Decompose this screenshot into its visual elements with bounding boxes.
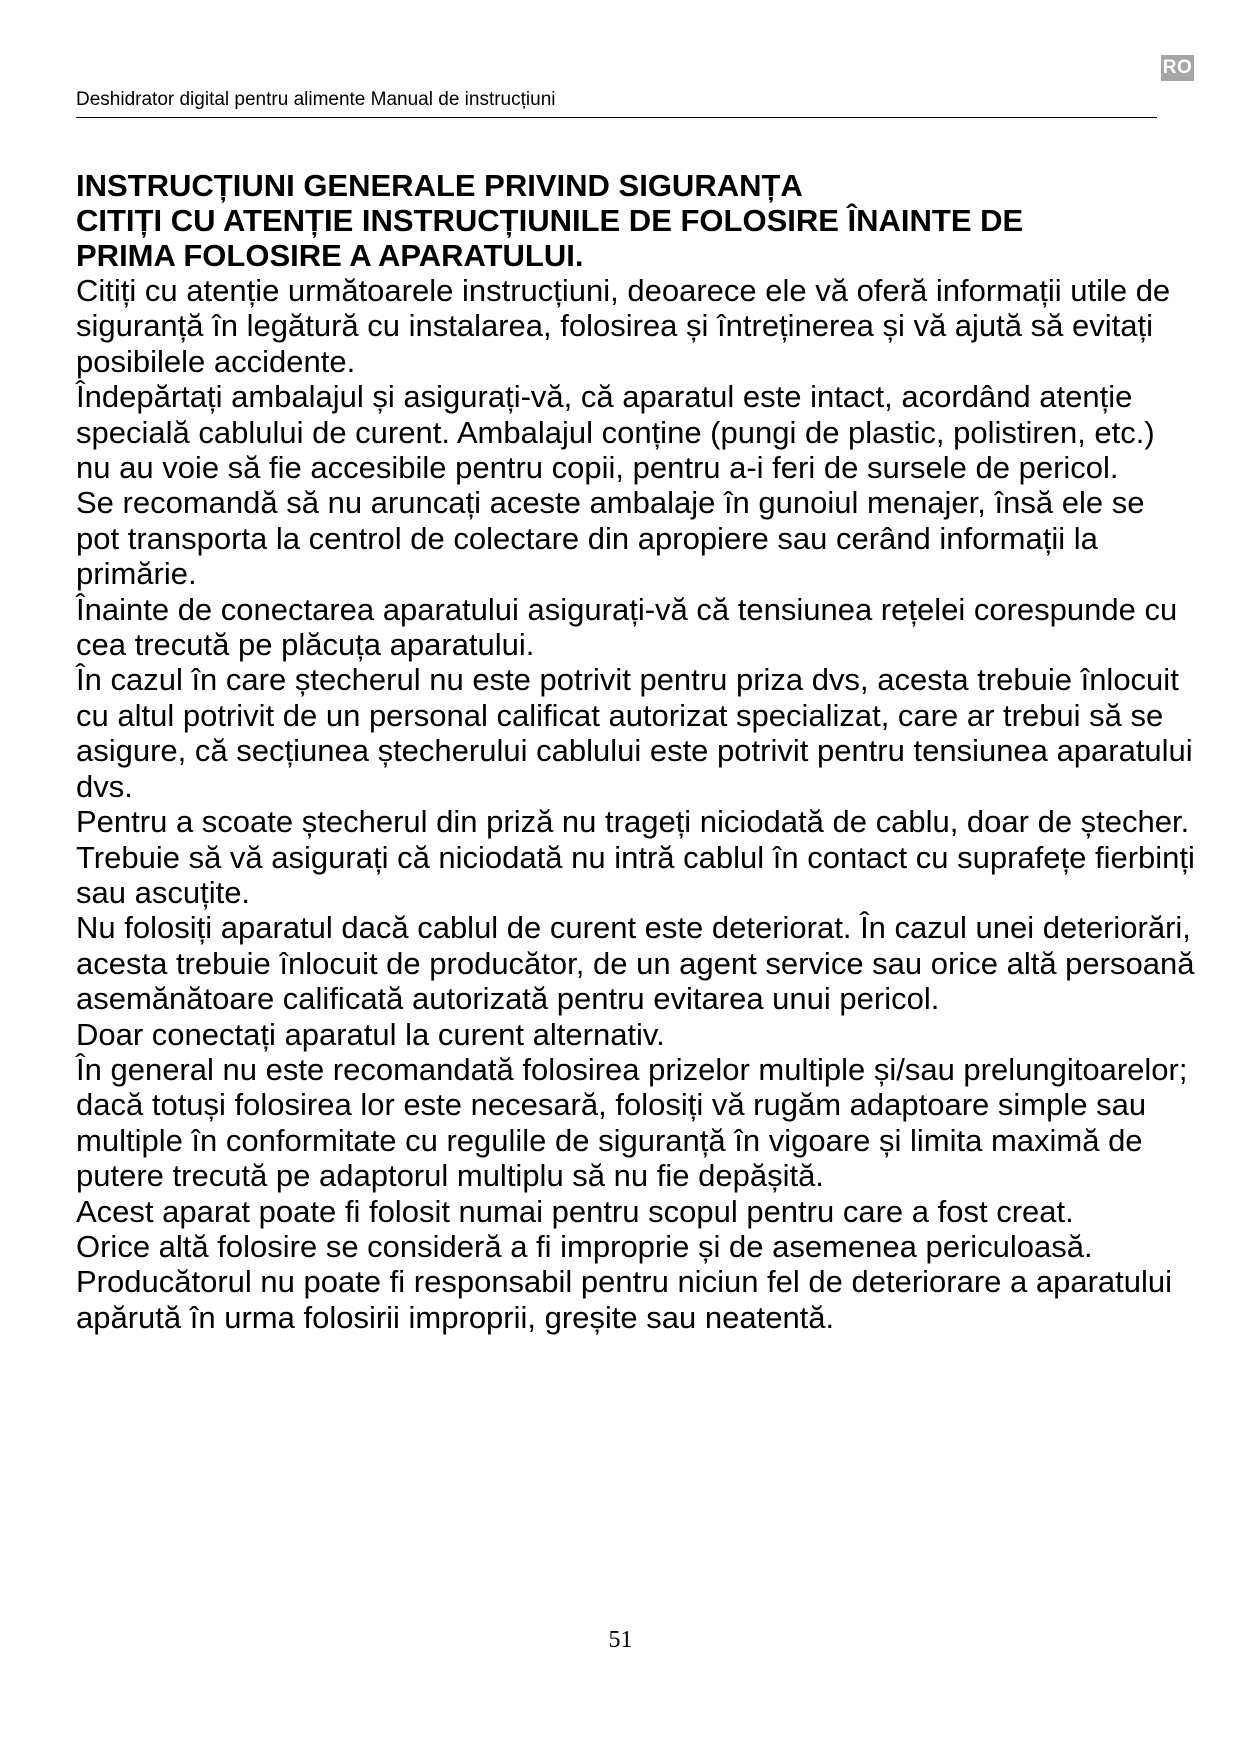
paragraph: În cazul în care ștecherul nu este potrivit pentru priza dvs, acesta trebuie înlocuit cu altul potrivit de un personal calificat autorizat specializat, care ar trebui să se asigure, că secțiunea ștecherului cablului este potrivit pentru tensiunea aparatului dvs. [76, 662, 1193, 804]
paragraph: Nu folosiți aparatul dacă cablul de curent este deteriorat. În cazul unei deteriorări, acesta trebuie înlocuit de producător, de un agent service sau orice altă persoană asemănătoare calificată autorizată pentru evitarea unui pericol. [76, 910, 1195, 1017]
paragraph: În general nu este recomandată folosirea prizelor multiple și/sau prelungitoarelor; dacă totuși folosirea lor este necesară, folosiți vă rugăm adaptoare simple sau multiple în conformitate cu regulile de siguranță în vigoare și limita maximă de putere trecută pe adaptorul multiplu să nu fie depășită. [76, 1051, 1188, 1194]
paragraph: Doar conectați aparatul la curent alternativ. [76, 1016, 665, 1052]
section-heading-line: PRIMA FOLOSIRE A APARATULUI. [76, 238, 584, 273]
safety-section [76, 168, 1196, 1335]
paragraph: Citiți cu atenție următoarele instrucțiuni, deoarece ele vă oferă informații utile de siguranță în legătură cu instalarea, folosirea și întreținerea și vă ajută să evitați posibilele accidente. [76, 273, 1171, 379]
header-divider [76, 117, 1157, 118]
header-title: Deshidrator digital pentru alimente Manual de instrucțiuni [76, 89, 556, 110]
paragraph: Orice altă folosire se consideră a fi improprie și de asemenea periculoasă. Producătorul nu poate fi responsabil pentru niciun fel de deteriorare a aparatului apărută în urma folosirii improprii, greșite sau neatentă. [76, 1228, 1173, 1335]
page-number: 51 [608, 1627, 633, 1653]
section-heading-line: INSTRUCȚIUNI GENERALE PRIVIND SIGURANȚA [76, 168, 803, 203]
paragraph: Trebuie să vă asigurați că niciodată nu intră cablul în contact cu suprafețe fierbinți sau ascuțite. [76, 839, 1195, 910]
section-heading-line: CITIȚI CU ATENȚIE INSTRUCȚIUNILE DE FOLOSIRE ÎNAINTE DE [76, 203, 1024, 238]
paragraph: Pentru a scoate ștecherul din priză nu trageți niciodată de cablu, doar de ștecher. [76, 804, 1190, 840]
language-badge: RO [1161, 55, 1194, 81]
paragraph: Îndepărtați ambalajul și asigurați-vă, că aparatul este intact, acordând atenție specială cablului de curent. Ambalajul conține (pungi de plastic, polistiren, etc.) nu au voie să fie accesibile pentru copii, pentru a-i feri de sursele de pericol. [76, 379, 1155, 486]
paragraph: Înainte de conectarea aparatului asigurați-vă că tensiunea rețelei corespunde cu cea trecută pe plăcuța aparatului. [76, 591, 1178, 663]
paragraph: Se recomandă să nu aruncați aceste ambalaje în gunoiul menajer, însă ele se pot transporta la centrol de colectare din apropiere sau cerând informații la primărie. [76, 485, 1145, 592]
paragraph: Acest aparat poate fi folosit numai pentru scopul pentru care a fost creat. [76, 1193, 1074, 1229]
